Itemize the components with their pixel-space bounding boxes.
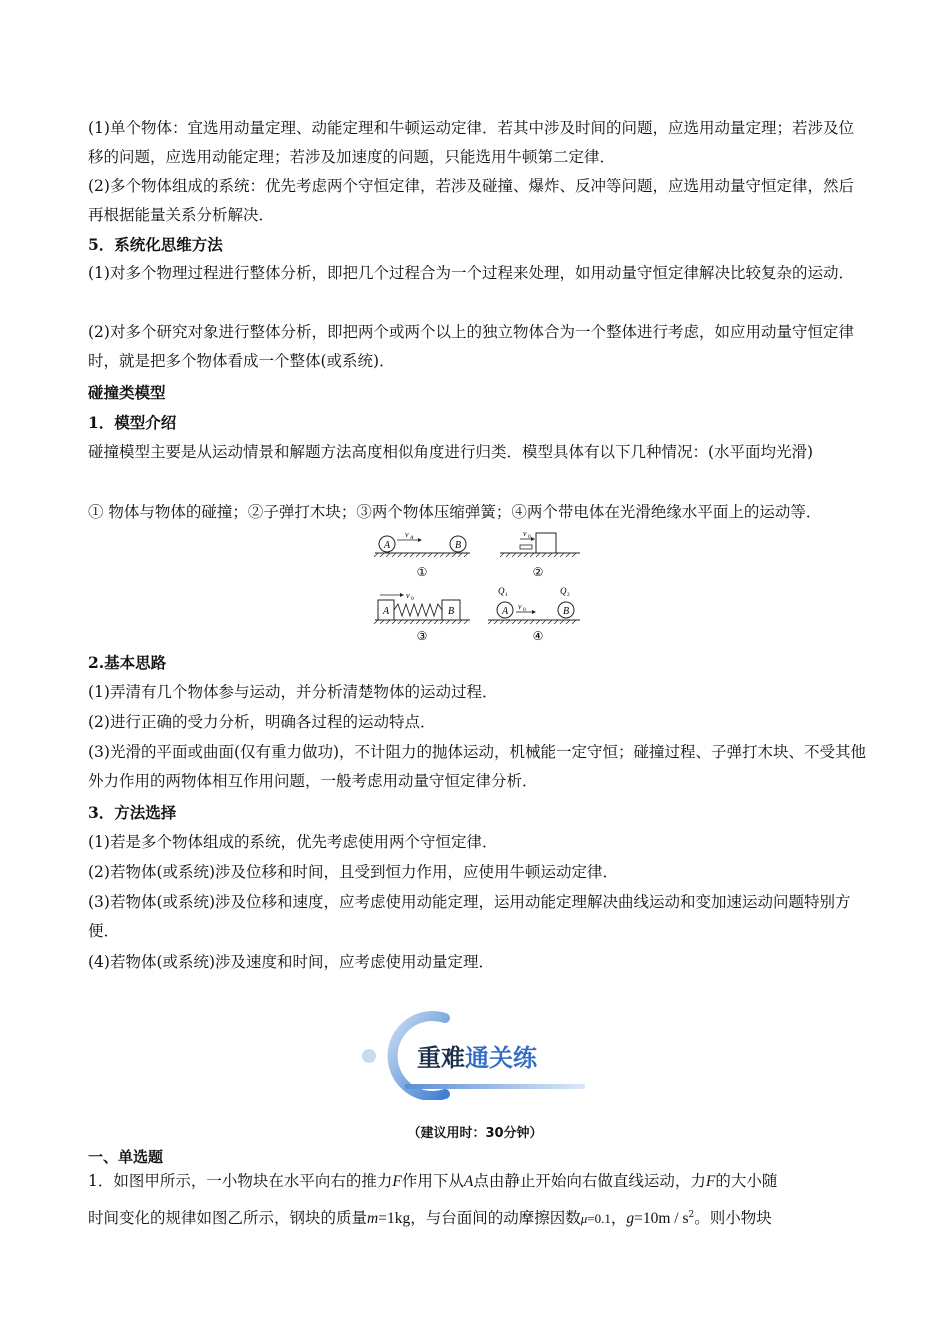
suggested-time-note: （建议用时：30分钟） (407, 1126, 543, 1141)
q1-var-f-2: F (705, 1173, 716, 1190)
q1-text-4: 的大小随 (715, 1172, 778, 1190)
diagram4-velocity: v (518, 602, 522, 611)
diagram4-number: ④ (532, 629, 544, 643)
q1-text-5: 时间变化的规律如图乙所示，钢块的质量 (88, 1209, 368, 1228)
diagram-object-collision (374, 530, 470, 579)
q1-mass-value: =1kg (378, 1210, 411, 1228)
q1-mu-value: =0.1 (587, 1211, 611, 1227)
paragraph-model-cases: ① 物体与物体的碰撞；②子弹打木块；③两个物体压缩弹簧；④两个带电体在光滑绝缘水平面上的运动等． (88, 503, 822, 521)
banner-underline (405, 1084, 585, 1089)
paragraph-method-3: (3)若物体(或系统)涉及位移和速度，应考虑使用动能定理，运用动能定理解决曲线运动和变加速运动问题特别方便． (88, 893, 851, 940)
paragraph-model-description: 碰撞模型主要是从运动情景和解题方法高度相似角度进行归类．模型具体有以下几种情况：(水平面均光滑) (88, 443, 814, 461)
diagram4-charge-q1-sub: 1 (505, 592, 508, 598)
heading-collision-model: 碰撞类模型 (88, 383, 166, 402)
practice-banner (355, 1010, 595, 1100)
paragraph-process-analysis: (1)对多个物理过程进行整体分析，即把几个过程合为一个过程来处理，如用动量守恒定律解决比较复杂的运动． (88, 264, 854, 282)
paragraph-method-4: (4)若物体(或系统)涉及速度和时间，应考虑使用动量定理． (88, 953, 495, 971)
diagram3-velocity: v (406, 591, 410, 600)
collision-model-diagrams (370, 528, 585, 646)
paragraph-approach-1: (1)弄清有几个物体参与运动，并分析清楚物体的运动过程． (88, 683, 498, 701)
diagram1-label-b: B (454, 540, 462, 551)
q1-g-exponent: 2 (688, 1210, 695, 1220)
q1-text-6: ，与台面间的动摩擦因数 (410, 1209, 581, 1228)
diagram3-velocity-sub: 0 (411, 596, 414, 602)
diagram3-number: ③ (416, 629, 428, 643)
q1-text-7: ， (610, 1209, 627, 1228)
diagram-bullet-block (500, 529, 580, 579)
diagram4-charge-q2: Q (560, 586, 567, 596)
diagram4-label-b: B (562, 606, 570, 617)
paragraph-approach-3: (3)光滑的平面或曲面(仅有重力做功)，不计阻力的抛体运动，机械能一定守恒；碰撞过程、子弹打木块、不受其他外力作用的两物体相互作用问题，一般考虑用动量守恒定律分析． (88, 743, 867, 790)
question-1-line-2 (88, 1198, 868, 1236)
diagram4-charge-q2-sub: 2 (567, 592, 570, 598)
q1-g-value: =10m / s (634, 1210, 689, 1228)
paragraph-approach-2: (2)进行正确的受力分析，明确各过程的运动特点． (88, 713, 436, 731)
heading-model-intro: 1．模型介绍 (88, 413, 177, 432)
q1-text-8: 。则小物块 (694, 1209, 772, 1228)
paragraph-single-object: (1)单个物体：宜选用动量定理、动能定理和牛顿运动定律．若其中涉及时间的问题，应选用动量定理；若涉及位移的问题，应选用动能定理；若涉及加速度的问题，只能选用牛顿第二定律． (88, 119, 854, 166)
banner-dot-icon (362, 1049, 376, 1063)
diagram1-velocity: v (405, 530, 409, 539)
banner-text-part1: 重难 (417, 1044, 465, 1072)
heading-basic-approach: 2.基本思路 (88, 653, 167, 672)
heading-systematic-thinking: 5．系统化思维方法 (88, 235, 223, 254)
diagram4-label-a: A (501, 606, 509, 617)
heading-method-selection: 3．方法选择 (88, 803, 177, 822)
svg-text:重难通关练 (417, 1044, 538, 1072)
diagram4-charge-q1: Q (498, 586, 505, 596)
diagram2-velocity: v (523, 529, 527, 538)
question-1-line-1 (88, 1164, 868, 1199)
diagram1-velocity-sub: A (410, 535, 414, 541)
section-single-choice: 一、单选题 (88, 1148, 164, 1166)
diagram3-label-a: A (382, 606, 390, 617)
q1-var-m: m (367, 1210, 379, 1228)
paragraph-method-1: (1)若是多个物体组成的系统，优先考虑使用两个守恒定律． (88, 833, 498, 851)
paragraph-method-2: (2)若物体(或系统)涉及位移和时间，且受到恒力作用，应使用牛顿运动定律． (88, 863, 619, 881)
paragraph-object-analysis: (2)对多个研究对象进行整体分析，即把两个或两个以上的独立物体合为一个整体进行考虑，如应用动量守恒定律时，就是把多个物体看成一个整体(或系统)． (88, 323, 854, 370)
diagram-spring-compression (374, 591, 470, 643)
q1-text-3: 点由静止开始向右做直线运动，力 (473, 1172, 706, 1190)
banner-text-part2: 通关练 (465, 1044, 537, 1072)
paragraph-multi-object: (2)多个物体组成的系统：优先考虑两个守恒定律，若涉及碰撞、爆炸、反冲等问题，应选用动量守恒定律，然后再根据能量关系分析解决． (88, 177, 854, 224)
q1-var-f: F (392, 1173, 402, 1190)
diagram3-label-b: B (447, 606, 455, 617)
q1-var-a: A (463, 1173, 474, 1190)
q1-text-2: 作用下从 (401, 1172, 464, 1190)
diagram1-label-a: A (383, 540, 391, 551)
diagram-charged-bodies (488, 586, 580, 643)
diagram1-number: ① (416, 565, 428, 579)
q1-text-1: 1．如图甲所示，一小物块在水平向右的推力 (88, 1172, 393, 1190)
q1-var-g: g (626, 1210, 635, 1228)
q1-var-mu: μ (580, 1211, 588, 1227)
diagram4-velocity-sub: 0 (523, 607, 526, 613)
diagram2-number: ② (532, 565, 544, 579)
diagram2-velocity-sub: 0 (528, 534, 531, 540)
